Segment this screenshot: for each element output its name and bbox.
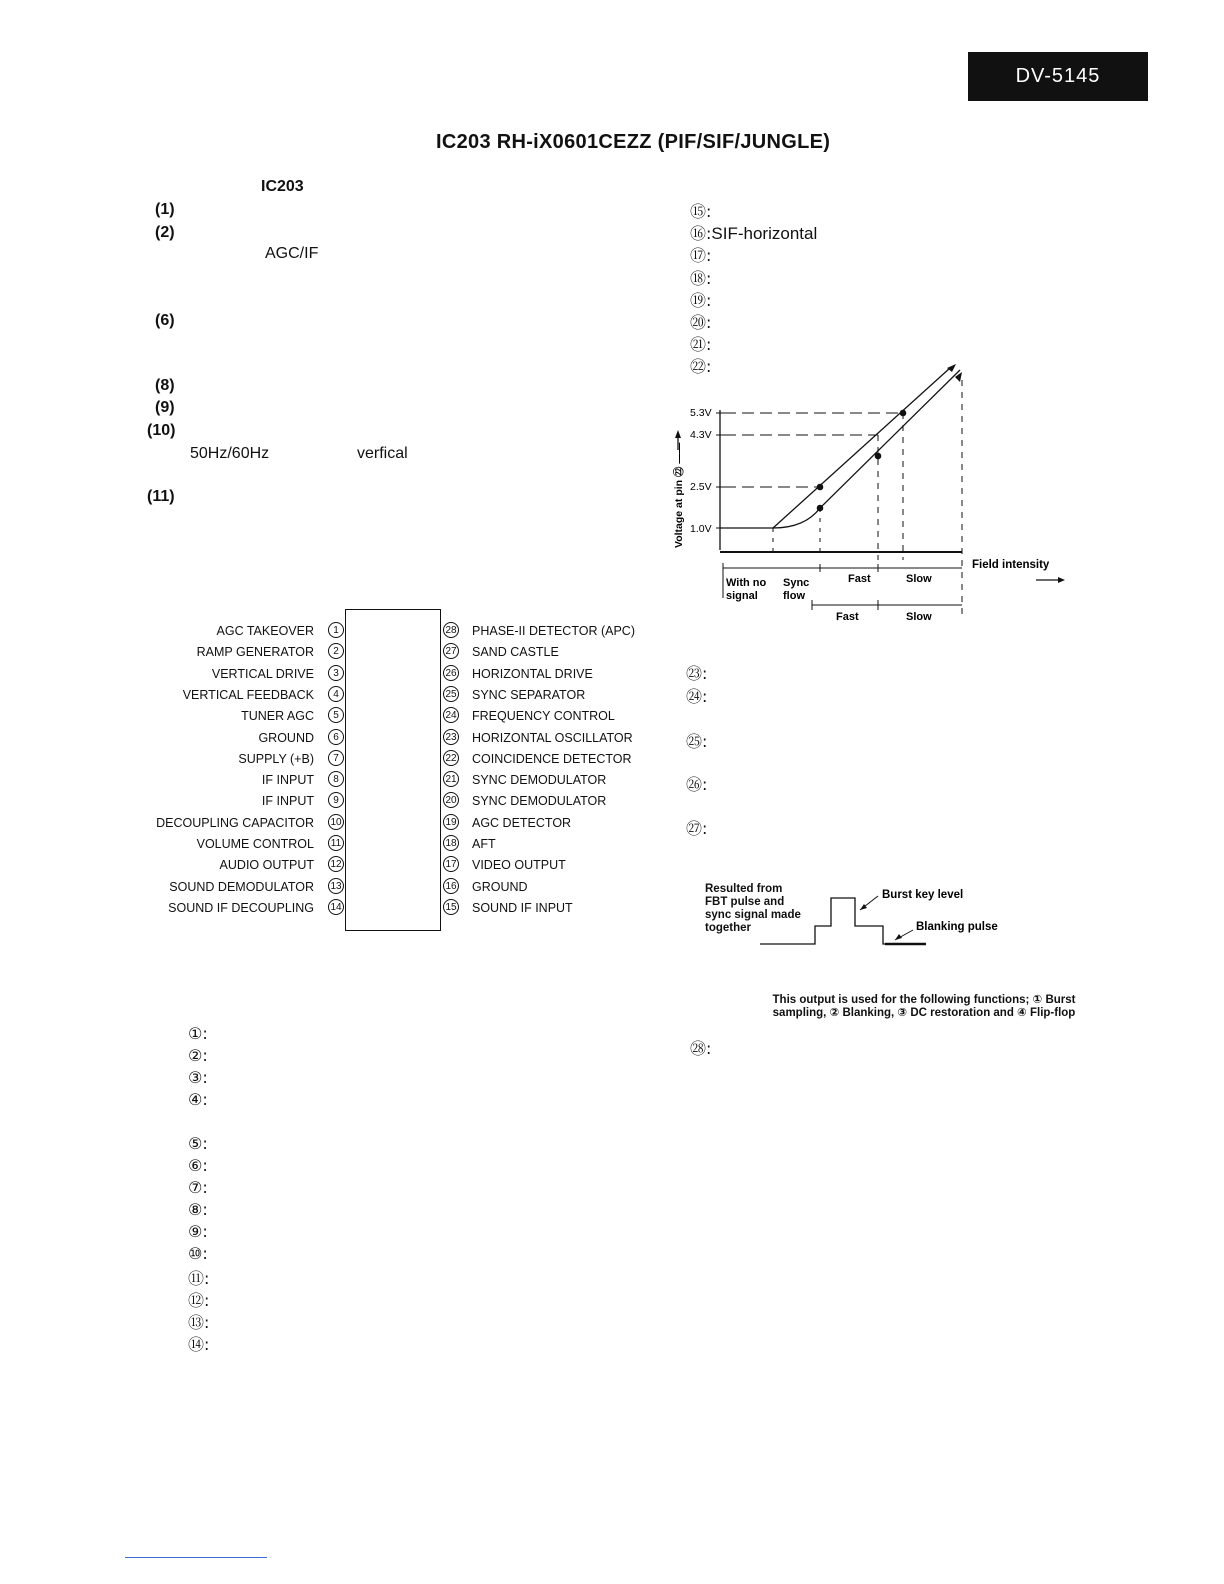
- pin-9-desc-marker: ⑨:: [188, 1222, 208, 1241]
- item-10-num: (10): [147, 422, 176, 439]
- pin-number-20: 20: [443, 792, 459, 808]
- item-10-text: 50Hz/60Hz: [190, 445, 270, 462]
- pin-12-desc-marker: ⑫:: [188, 1291, 210, 1310]
- sandcastle-description: Resulted from FBT pulse and sync signal made together: [705, 883, 801, 934]
- footnote-line: [125, 1557, 267, 1558]
- pin-number-15: 15: [443, 899, 459, 915]
- pin-3-desc-marker: ③:: [188, 1068, 208, 1087]
- pin-number-8: 8: [328, 771, 344, 787]
- pin-label-20: SYNC DEMODULATOR: [472, 794, 607, 809]
- pin-number-14: 14: [328, 899, 344, 915]
- pin-label-25: SYNC SEPARATOR: [472, 687, 586, 702]
- pin-20-desc: [690, 310, 711, 333]
- pin-label-3: VERTICAL DRIVE: [211, 666, 314, 681]
- pin-16-desc-text: SIF-horizontal: [711, 224, 818, 244]
- pin-number-13: 13: [328, 878, 344, 894]
- graph-xlabel: Field intensity: [972, 559, 1050, 571]
- pin-number-17: 17: [443, 856, 459, 872]
- region-slow-bottom: Slow: [906, 611, 932, 623]
- pin-number-16: 16: [443, 878, 459, 894]
- burst-key-label: Burst key level: [882, 889, 964, 901]
- pin-number-9: 9: [328, 792, 344, 808]
- item-9-num: (9): [155, 399, 175, 416]
- pin-number-12: 12: [328, 856, 344, 872]
- pin-label-21: SYNC DEMODULATOR: [472, 773, 607, 788]
- pin-18-desc-marker: ⑱:: [690, 268, 712, 288]
- pin-10-desc-marker: ⑩:: [188, 1244, 208, 1263]
- pin-label-1: AGC TAKEOVER: [216, 624, 314, 638]
- pin-label-18: AFT: [472, 837, 496, 851]
- pin-22-desc-marker: ㉒:: [690, 357, 712, 377]
- graph-ylabel: Voltage at pin ㉒ ——: [673, 442, 685, 548]
- pin-7-desc-marker: ⑦:: [188, 1178, 208, 1197]
- pin-label-9: IF INPUT: [261, 794, 314, 809]
- pin-27-desc-marker: ㉗:: [686, 819, 708, 838]
- pin-label-23: HORIZONTAL OSCILLATOR: [472, 730, 633, 745]
- pin-17-desc-marker: ⑰:: [690, 246, 712, 266]
- item-2-num: (2): [155, 224, 175, 241]
- pin-number-5: 5: [328, 707, 344, 723]
- model-number: DV-5145: [1015, 65, 1101, 87]
- pin-26-desc-marker: ㉖:: [686, 775, 708, 794]
- pin-11-desc-marker: ⑪:: [188, 1269, 210, 1288]
- pin-23-desc-marker: ㉓:: [686, 664, 708, 683]
- page-title: IC203 RH-iX0601CEZZ (PIF/SIF/JUNGLE): [436, 131, 831, 153]
- region-slow-top: Slow: [906, 573, 932, 585]
- pin-20-desc-marker: ⑳:: [690, 313, 712, 332]
- pin-1-desc-marker: ①:: [188, 1024, 208, 1043]
- pin-6-desc-marker: ⑥:: [188, 1156, 208, 1175]
- pin-28-desc-marker: ㉘:: [690, 1039, 712, 1058]
- pin-number-23: 23: [443, 729, 459, 745]
- region-fast-top: Fast: [848, 573, 871, 585]
- pin-label-19: AGC DETECTOR: [472, 815, 572, 830]
- pin-number-28: 28: [443, 622, 459, 638]
- sandcastle-waveform: [760, 880, 1020, 950]
- pin-label-4: VERTICAL FEEDBACK: [182, 687, 314, 702]
- pin-19-desc-marker: ⑲:: [690, 290, 712, 310]
- pin-number-24: 24: [443, 707, 459, 723]
- pin-19-desc: [690, 288, 711, 311]
- pin-number-4: 4: [328, 686, 344, 702]
- pin-24-desc-marker: ㉔:: [686, 687, 708, 706]
- item-11-num: (11): [147, 488, 175, 505]
- pin-17-desc: [690, 243, 711, 266]
- blanking-pulse-label: Blanking pulse: [916, 921, 998, 933]
- pin-label-8: IF INPUT: [261, 773, 314, 788]
- pin-21-desc: [690, 332, 711, 355]
- pin-number-27: 27: [443, 643, 459, 659]
- pin-16-desc: [690, 221, 817, 244]
- pin-4-desc-marker: ④:: [188, 1090, 208, 1109]
- pin-16-desc-marker: ⑯:: [690, 224, 712, 244]
- pin-2-desc-marker: ②:: [188, 1046, 208, 1065]
- model-badge: [968, 52, 1148, 101]
- pin-number-22: 22: [443, 750, 459, 766]
- item-10-text2: verfical: [357, 445, 408, 462]
- item-8-num: (8): [155, 377, 175, 394]
- pin-number-25: 25: [443, 686, 459, 702]
- pin-label-17: VIDEO OUTPUT: [472, 858, 566, 873]
- pin-number-26: 26: [443, 665, 459, 681]
- pin-25-desc-marker: ㉕:: [686, 732, 708, 751]
- pin-15-desc: [690, 199, 711, 222]
- functions-note: This output is used for the following functions; ① Burst sampling, ② Blanking, ③ DC restoration and ④ Flip-flop: [772, 994, 1076, 1019]
- item-6-num: (6): [155, 312, 175, 329]
- pin-number-2: 2: [328, 643, 344, 659]
- pin-15-desc-marker: ⑮:: [690, 202, 712, 221]
- item-2-text: AGC/IF: [265, 245, 319, 262]
- ic-package-body: [345, 609, 441, 931]
- pin-label-14: SOUND IF DECOUPLING: [168, 900, 314, 915]
- pin-18-desc: [690, 266, 711, 289]
- ytick-4.3: 4.3V: [690, 429, 712, 441]
- pin-label-10: DECOUPLING CAPACITOR: [156, 815, 314, 830]
- pin-label-5: TUNER AGC: [241, 709, 314, 724]
- pin-label-6: GROUND: [258, 730, 314, 745]
- region-with-no-signal: With no signal: [726, 577, 767, 602]
- region-sync-flow: Sync flow: [783, 577, 810, 602]
- pin-number-3: 3: [328, 665, 344, 681]
- pin-number-19: 19: [443, 814, 459, 830]
- pin-number-1: 1: [328, 622, 344, 638]
- pin-label-27: SAND CASTLE: [472, 645, 559, 660]
- pin-label-22: COINCIDENCE DETECTOR: [472, 751, 632, 766]
- pin-8-desc-marker: ⑧:: [188, 1200, 208, 1219]
- pin-21-desc-marker: ㉑:: [690, 335, 712, 355]
- pin-5-desc-marker: ⑤:: [188, 1134, 208, 1153]
- pin-label-28: PHASE-II DETECTOR (APC): [472, 624, 635, 638]
- pin-label-15: SOUND IF INPUT: [472, 900, 573, 915]
- pin-label-11: VOLUME CONTROL: [196, 837, 314, 851]
- pin-label-7: SUPPLY (+B): [238, 751, 314, 766]
- pin-14-desc-marker: ⑭:: [188, 1335, 210, 1354]
- pin-label-16: GROUND: [472, 879, 528, 894]
- pin-label-24: FREQUENCY CONTROL: [472, 709, 615, 724]
- ytick-2.5: 2.5V: [690, 481, 712, 493]
- pin-label-12: AUDIO OUTPUT: [219, 858, 314, 873]
- ytick-1.0: 1.0V: [690, 523, 712, 535]
- ytick-5.3: 5.3V: [690, 407, 712, 419]
- pin-number-18: 18: [443, 835, 459, 851]
- item-1-num: (1): [155, 201, 175, 218]
- region-fast-bottom: Fast: [836, 611, 859, 623]
- pin-number-21: 21: [443, 771, 459, 787]
- pin-number-10: 10: [328, 814, 344, 830]
- pin-label-13: SOUND DEMODULATOR: [169, 879, 314, 894]
- ic-label: IC203: [261, 178, 304, 195]
- pin-label-2: RAMP GENERATOR: [196, 645, 314, 660]
- y-ticks: [690, 407, 712, 535]
- pin-label-26: HORIZONTAL DRIVE: [472, 666, 593, 681]
- pin-13-desc-marker: ⑬:: [188, 1313, 210, 1332]
- pin-number-7: 7: [328, 750, 344, 766]
- voltage-field-intensity-graph: [660, 360, 1090, 630]
- pin-number-6: 6: [328, 729, 344, 745]
- pin-number-11: 11: [328, 835, 344, 851]
